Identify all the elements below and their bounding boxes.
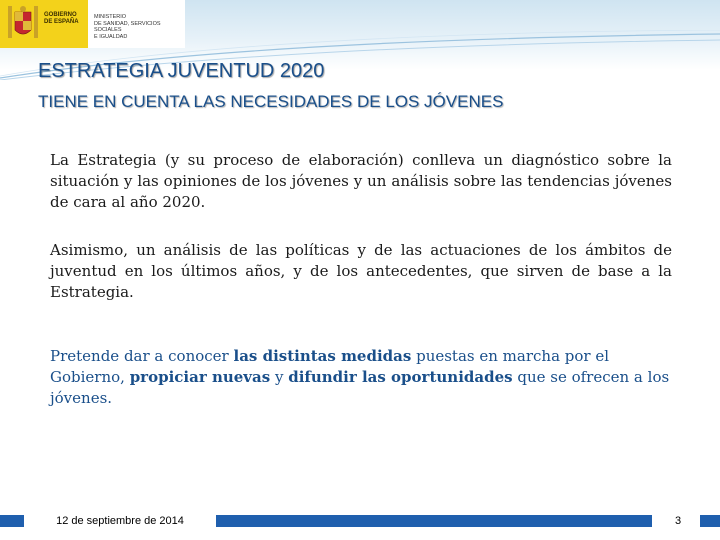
purpose-bold-2: propiciar nuevas: [129, 368, 271, 386]
ministry-line-2: DE SANIDAD, SERVICIOS SOCIALES: [94, 20, 161, 33]
slide-title: ESTRATEGIA JUVENTUD 2020: [38, 60, 325, 82]
purpose-text-1: Pretende dar a conocer: [50, 347, 234, 365]
paragraph-diagnosis: La Estrategia (y su proceso de elaboración) conlleva un diagnóstico sobre la situación y las opiniones de los jóvenes y un análisis sobre las tendencias jóvenes de cara al año 2020.: [50, 151, 672, 211]
footer-bar-right: [700, 515, 720, 527]
gov-line-2: DE ESPAÑA: [44, 19, 79, 25]
footer-date: 12 de septiembre de 2014: [38, 511, 202, 531]
purpose-text-3: y: [270, 368, 289, 386]
slide-subtitle: TIENE EN CUENTA LAS NECESIDADES DE LOS JÓVENES: [38, 92, 504, 111]
footer-bar-middle: [216, 515, 652, 527]
government-logo: [0, 0, 185, 48]
paragraph-purpose: [50, 346, 670, 409]
footer-bar-left: [0, 515, 24, 527]
page-number: 3: [668, 511, 688, 531]
purpose-bold-3: difundir las oportunidades: [288, 368, 513, 386]
purpose-text-2: puestas en marcha por el Gobierno,: [50, 347, 610, 386]
government-name: [44, 12, 86, 26]
coat-of-arms-icon: [6, 4, 40, 44]
paragraph-analysis: Asimismo, un análisis de las políticas y de las actuaciones de los ámbitos de juventud en los últimos años, y de los antecedentes, que sirven de base a la Estrategia.: [50, 241, 672, 301]
purpose-bold-1: las distintas medidas: [233, 347, 412, 365]
ministry-line-1: MINISTERIO: [94, 14, 127, 20]
purpose-text-4: que se ofrecen a los jóvenes.: [50, 368, 670, 407]
ministry-name: [94, 14, 186, 40]
gov-line-1: GOBIERNO: [44, 12, 77, 18]
ministry-line-3: E IGUALDAD: [94, 33, 128, 40]
